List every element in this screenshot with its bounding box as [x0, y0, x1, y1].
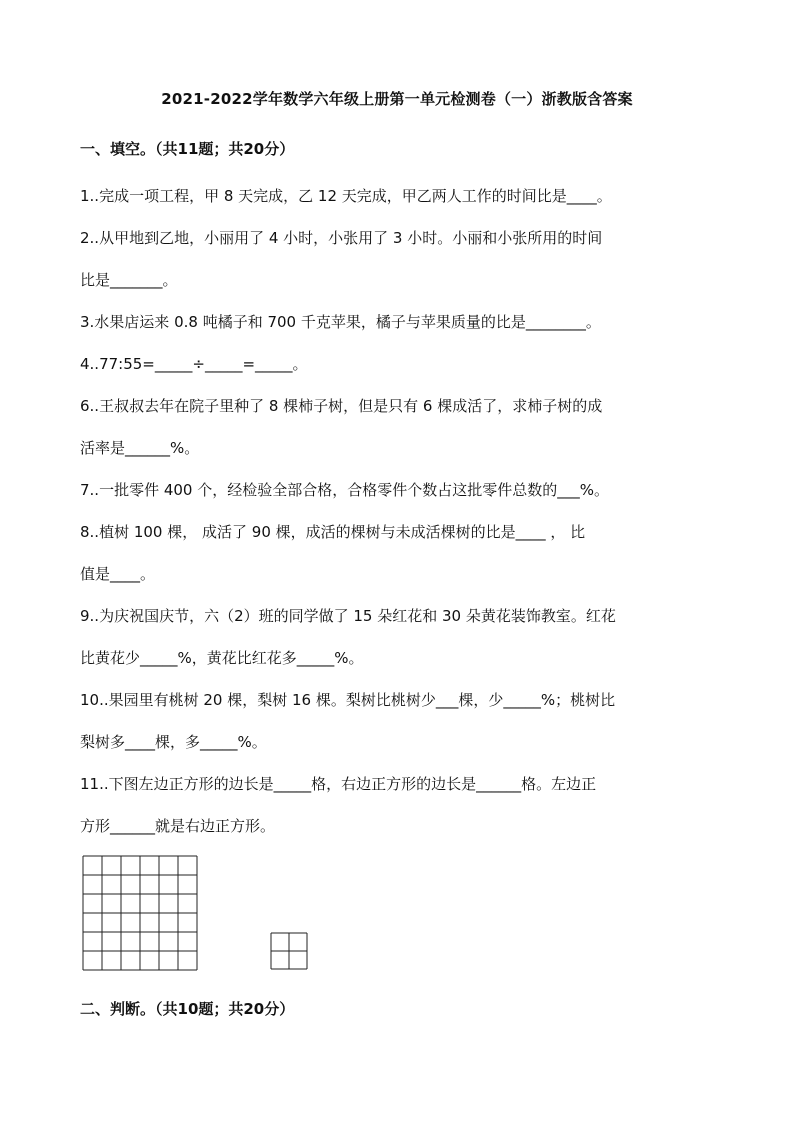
small-square-grid-figure	[270, 932, 308, 970]
question-line: 梨树多____棵，多_____%。	[80, 733, 267, 751]
question-line: 6..王叔叔去年在院子里种了 8 棵柿子树，但是只有 6 棵成活了，求柿子树的成	[80, 397, 603, 415]
question-line: 9..为庆祝国庆节，六（2）班的同学做了 15 朵红花和 30 朵黄花装饰教室。红花	[80, 607, 616, 625]
question-line: 方形______就是右边正方形。	[80, 817, 276, 835]
question-line: 7..一批零件 400 个，经检验全部合格，合格零件个数占这批零件总数的___%。	[80, 481, 610, 499]
question-line: 4..77:55=_____÷_____=_____。	[80, 355, 308, 373]
question-line: 活率是______%。	[80, 439, 200, 457]
page-title: 2021-2022学年数学六年级上册第一单元检测卷（一）浙教版含答案	[161, 90, 633, 108]
question-line: 1..完成一项工程，甲 8 天完成，乙 12 天完成，甲乙两人工作的时间比是____。	[80, 187, 612, 205]
question-line: 8..植树 100 棵， 成活了 90 棵，成活的棵树与未成活棵树的比是____ ， 比	[80, 523, 586, 541]
question-line: 2..从甲地到乙地，小丽用了 4 小时，小张用了 3 小时。小丽和小张所用的时间	[80, 229, 603, 247]
question-line: 比黄花少_____%，黄花比红花多_____%。	[80, 649, 364, 667]
section-heading-fill-blank: 一、填空。（共11题；共20分）	[80, 140, 295, 158]
big-square-grid-figure	[82, 855, 198, 971]
section-heading-judgment: 二、判断。（共10题；共20分）	[80, 1000, 295, 1018]
question-line: 10..果园里有桃树 20 棵，梨树 16 棵。梨树比桃树少___棵，少_____%；桃树比	[80, 691, 616, 709]
question-line: 比是_______。	[80, 271, 178, 289]
question-line: 值是____。	[80, 565, 156, 583]
question-line: 11..下图左边正方形的边长是_____格，右边正方形的边长是______格。左边正	[80, 775, 597, 793]
question-line: 3.水果店运来 0.8 吨橘子和 700 千克苹果，橘子与苹果质量的比是________。	[80, 313, 601, 331]
